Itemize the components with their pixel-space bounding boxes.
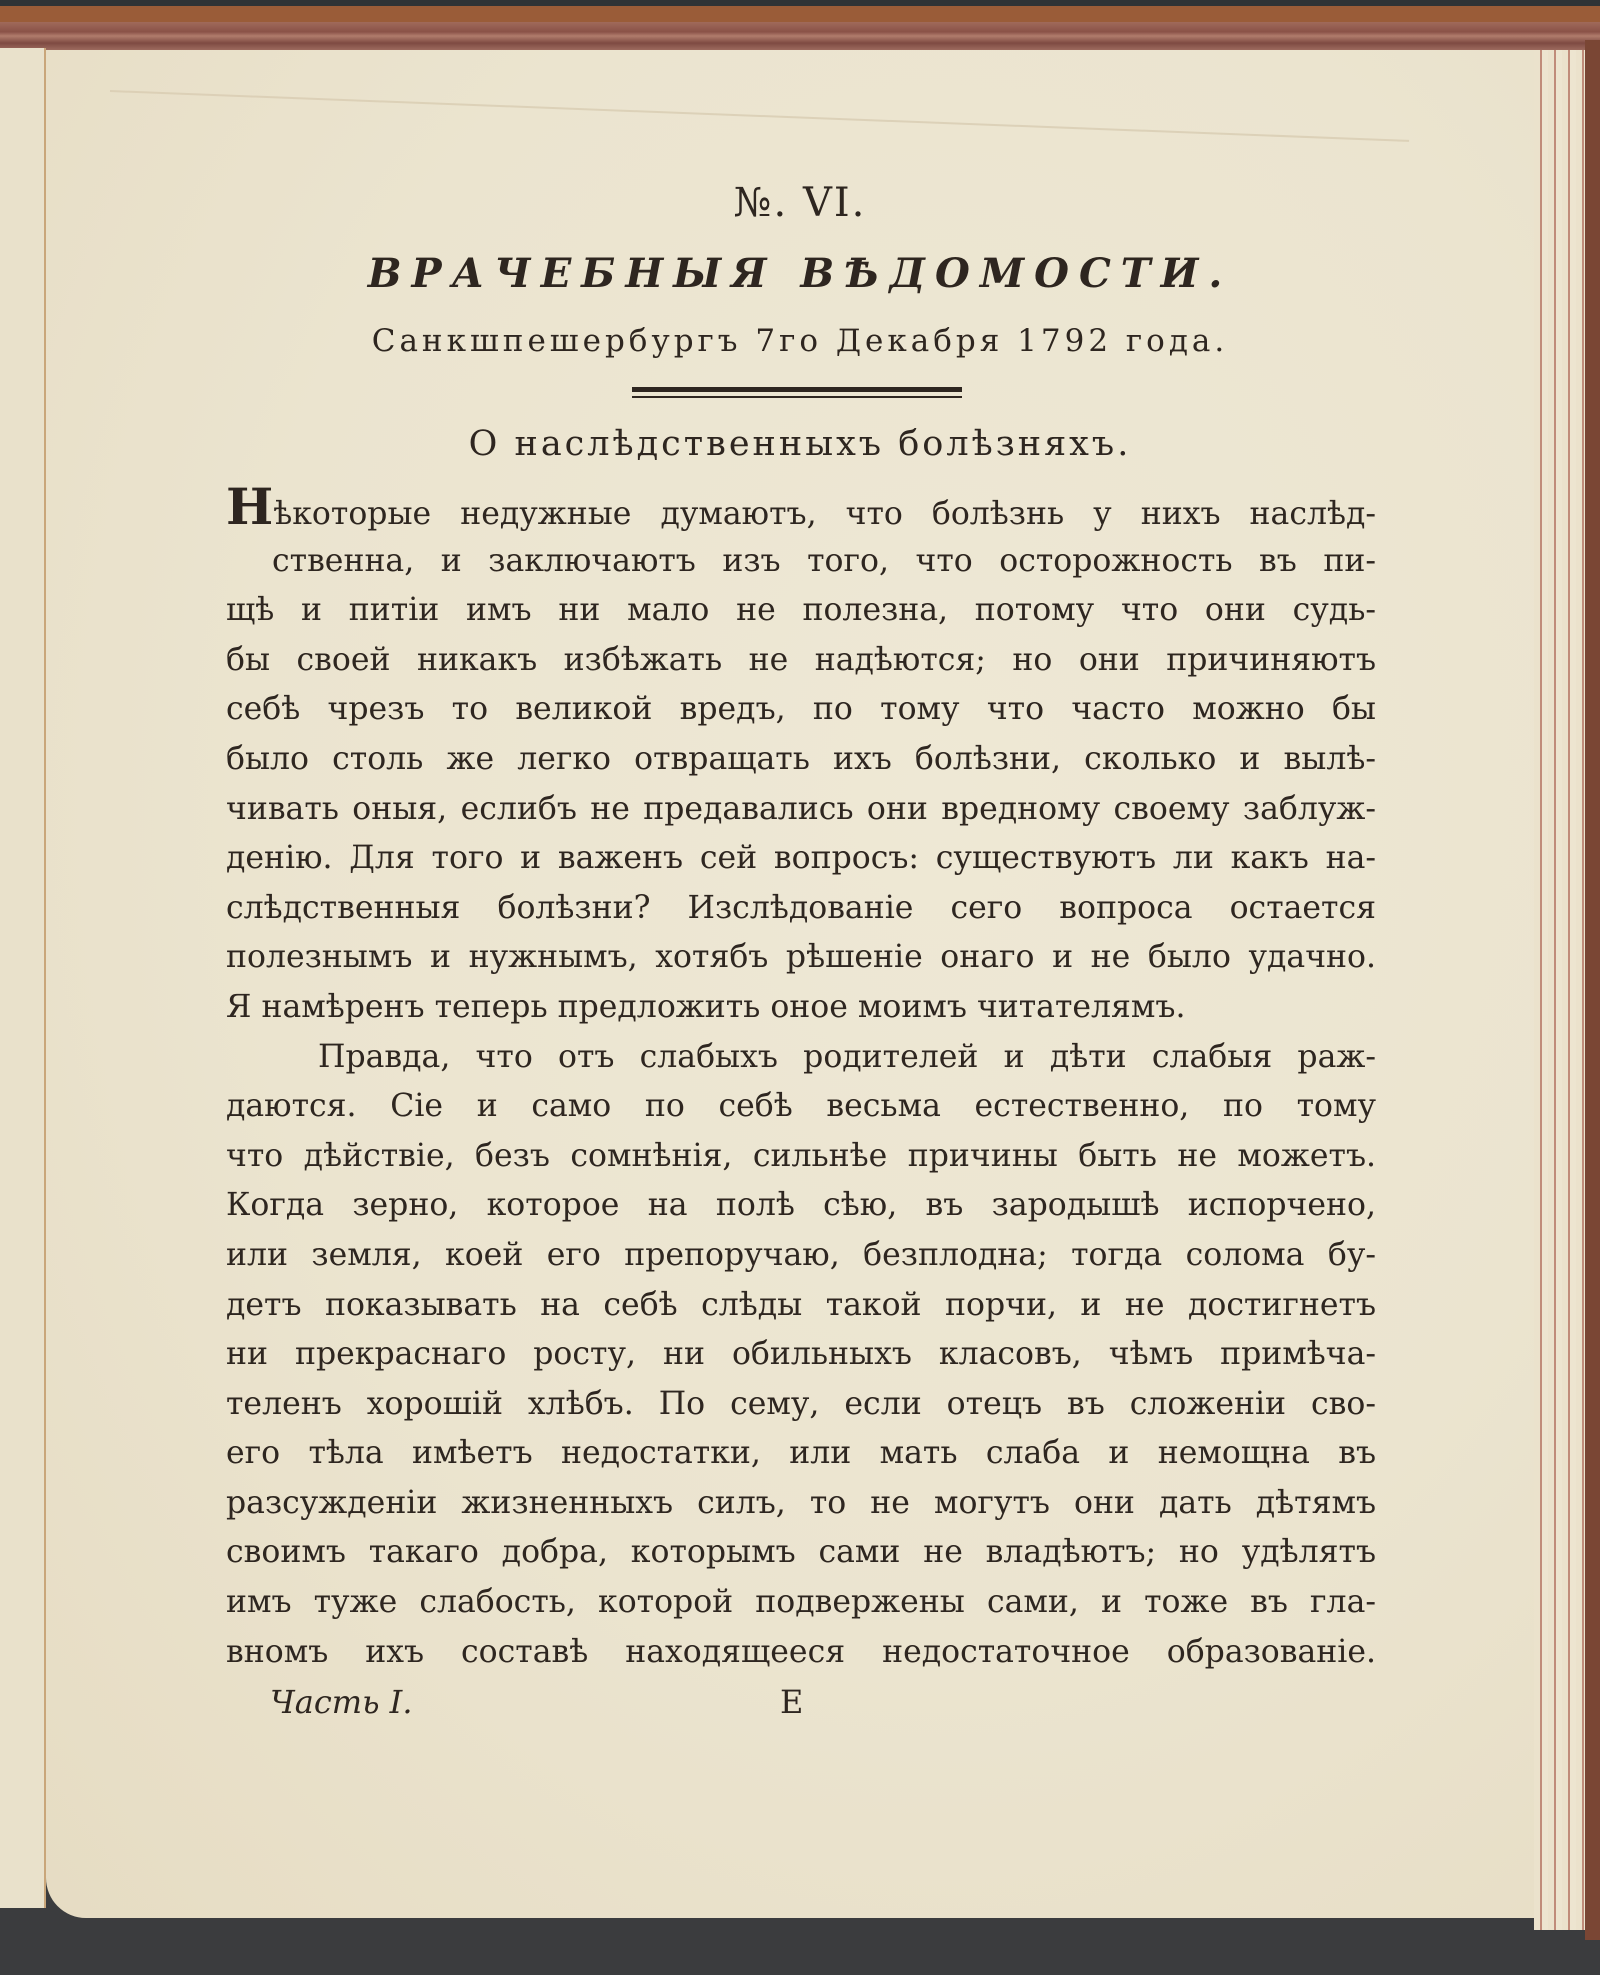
- body-line: Я намѣренъ теперь предложить оное моимъ читателямъ.: [226, 988, 1186, 1025]
- divider-thick: [632, 387, 962, 392]
- book-top-edge: [0, 6, 1600, 22]
- article-body: [226, 477, 1376, 1677]
- divider-thin: [632, 396, 962, 398]
- body-line: Когда зерно, которое на полѣ сѣю, въ зародышѣ испорчено,: [226, 1187, 1376, 1224]
- body-line: теленъ хорошій хлѣбъ. По сему, если отецъ въ сложеніи сво-: [226, 1385, 1376, 1422]
- body-line: вномъ ихъ составѣ находящееся недостаточное образованіе.: [226, 1633, 1376, 1670]
- body-line: своимъ такаго добра, которымъ сами не владѣютъ; но удѣлятъ: [226, 1534, 1376, 1571]
- journal-title: ВРАЧЕБНЫЯ ВѢДОМОСТИ.: [367, 250, 1233, 297]
- body-line: его тѣла имѣетъ недостатки, или мать слаба и немощна въ: [226, 1435, 1376, 1472]
- body-line: денію. Для того и важенъ сей вопросъ: существуютъ ли какъ на-: [226, 840, 1376, 877]
- body-line: имъ туже слабость, которой подвержены сами, и тоже въ гла-: [226, 1584, 1376, 1621]
- body-line: детъ показывать на себѣ слѣды такой порчи, и не достигнетъ: [226, 1286, 1376, 1323]
- dateline: Санкшпешербургъ 7го Декабря 1792 года.: [371, 323, 1229, 359]
- body-line: или земля, коей его препоручаю, безплодна; тогда солома бу-: [226, 1236, 1376, 1273]
- signature-mark: E: [780, 1683, 804, 1721]
- body-line: ственна, и заключаютъ изъ того, что осторожность въ пи-: [272, 542, 1376, 579]
- body-line: ни прекраснаго росту, ни обильныхъ класовъ, чѣмъ примѣча-: [226, 1336, 1376, 1373]
- body-line: себѣ чрезъ то великой вредъ, по тому что часто можно бы: [226, 691, 1376, 728]
- body-line: даются. Сіе и само по себѣ весьма естественно, по тому: [226, 1088, 1376, 1125]
- body-line: что дѣйствіе, безъ сомнѣнія, сильнѣе причины быть не можетъ.: [226, 1137, 1376, 1174]
- part-label: Часть I.: [270, 1683, 413, 1721]
- body-line: Нѣкоторые недужные думаютъ, что болѣзнь у нихъ наслѣд-: [226, 477, 1376, 536]
- body-line: Правда, что отъ слабыхъ родителей и дѣти слабыя раж-: [318, 1038, 1376, 1075]
- body-line: слѣдственныя болѣзни? Изслѣдованіе сего вопроса остается: [226, 889, 1376, 926]
- article-title: О наслѣдственныхъ болѣзняхъ.: [468, 424, 1132, 464]
- body-line: полезнымъ и нужнымъ, хотябъ рѣшеніе онаго и не было удачно.: [226, 939, 1376, 976]
- body-line: разсужденіи жизненныхъ силъ, то не могутъ они дать дѣтямъ: [226, 1484, 1376, 1521]
- body-line: чивать оныя, еслибъ не предавались они вредному своему заблуж-: [226, 790, 1376, 827]
- book-headband: [0, 22, 1600, 50]
- body-line: было столь же легко отвращать ихъ болѣзни, сколько и вылѣ-: [226, 740, 1376, 777]
- body-line: щѣ и питіи имъ ни мало не полезна, потому что они судь-: [226, 592, 1376, 629]
- drop-cap: Н: [226, 477, 274, 536]
- issue-number: №. VI.: [733, 180, 867, 226]
- body-line: бы своей никакъ избѣжать не надѣются; но они причиняютъ: [226, 641, 1376, 678]
